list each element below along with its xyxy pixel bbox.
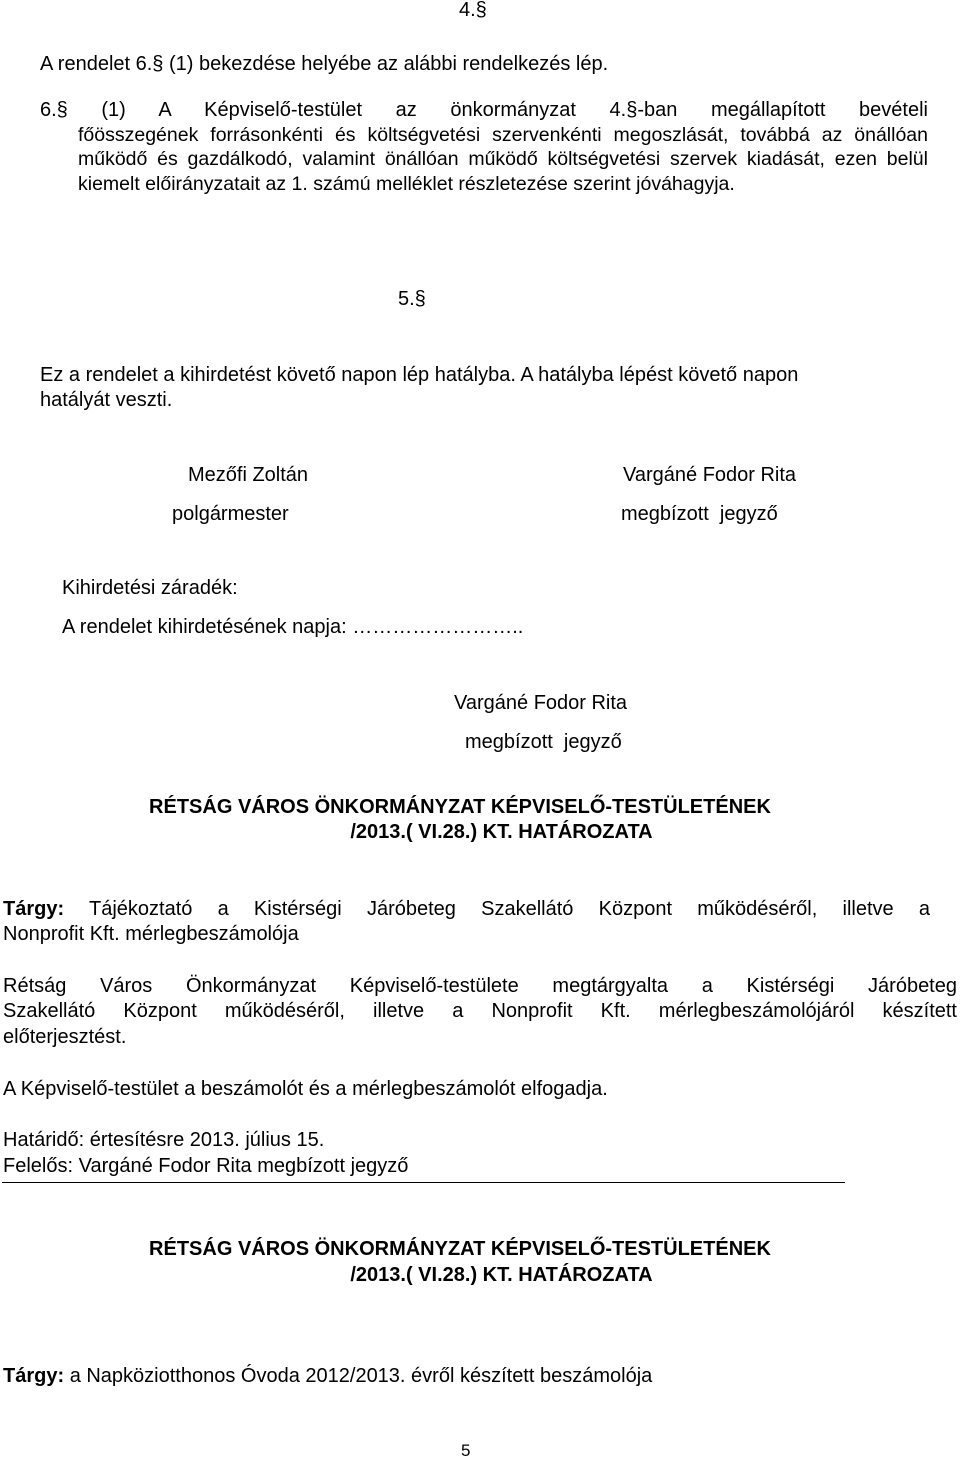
resolution-1-body-line3: előterjesztést. [3, 1026, 127, 1048]
resolution-1-body-line1: Rétság Város Önkormányzat Képviselő-testülete megtárgyalta a Kistérségi Járóbeteg [3, 975, 957, 997]
resolution-2-subject-label: Tárgy: [3, 1365, 65, 1387]
section-5-text: Ez a rendelet a kihirdetést követő napon lép hatályba. A hatályba lépést követő napon hatályát veszti. [40, 364, 799, 411]
announcement-date-line: A rendelet kihirdetésének napja: …………………….. [62, 616, 524, 638]
resolution-1-heading-line1: RÉTSÁG VÁROS ÖNKORMÁNYZAT KÉPVISELŐ-TESTÜLETÉNEK [149, 796, 771, 818]
resolution-1-subject-text: Tájékoztató a Kistérségi Járóbeteg Szakellátó Központ működéséről, illetve a [88, 898, 930, 920]
resolution-2-heading-line2: /2013.( VI.28.) KT. HATÁROZATA [350, 1264, 653, 1286]
resolution-1-subject-line1 [3, 897, 930, 922]
announcement-notary-title: megbízott jegyző [465, 731, 622, 753]
page-number-top: 4.§ [459, 0, 487, 21]
notary-title: megbízott jegyző [621, 503, 778, 525]
paragraph-6-first-line: 6.§ (1) A Képviselő-testület az önkormányzat 4.§-ban megállapított bevételi [40, 99, 928, 121]
resolution-2-heading-line1: RÉTSÁG VÁROS ÖNKORMÁNYZAT KÉPVISELŐ-TESTÜLETÉNEK [149, 1238, 771, 1260]
resolution-1-subject-label: Tárgy: [3, 898, 65, 920]
announcement-notary-name: Vargáné Fodor Rita [454, 692, 628, 714]
section-5-heading: 5.§ [398, 288, 426, 310]
page-number-bottom: 5 [461, 1441, 471, 1460]
resolution-1-body-line2: Szakellátó Központ működéséről, illetve a Nonprofit Kft. mérlegbeszámolójáról készített [3, 1000, 957, 1022]
resolution-1-deadline: Határidő: értesítésre 2013. július 15. [3, 1129, 325, 1151]
resolution-1-responsible: Felelős: Vargáné Fodor Rita megbízott jegyző [3, 1155, 409, 1177]
separator-line [2, 1182, 845, 1183]
resolution-1-heading-line2: /2013.( VI.28.) KT. HATÁROZATA [350, 821, 653, 843]
mayor-name: Mezőfi Zoltán [188, 464, 309, 486]
resolution-1-subject-line2: Nonprofit Kft. mérlegbeszámolója [3, 923, 299, 945]
resolution-2-subject [3, 1364, 652, 1389]
resolution-2-subject-text: a Napköziotthonos Óvoda 2012/2013. évről készített beszámolója [69, 1365, 653, 1387]
intro-text: A rendelet 6.§ (1) bekezdése helyébe az alábbi rendelkezés lép. [40, 53, 609, 75]
mayor-title: polgármester [172, 503, 289, 525]
notary-name: Vargáné Fodor Rita [623, 464, 797, 486]
resolution-1-decision: A Képviselő-testület a beszámolót és a mérlegbeszámolót elfogadja. [3, 1078, 608, 1100]
announcement-label: Kihirdetési záradék: [62, 577, 238, 599]
paragraph-6-body: főösszegének forrásonkénti és költségvetési szervenkénti megoszlását, továbbá az önállóan működő és gazdálkodó, valamint önállóan működő költségvetési szervek kiadását, ezen belül kiemelt előirányzatait az 1. számú melléklet részletezése szerint jóváhagyja. [78, 124, 928, 195]
